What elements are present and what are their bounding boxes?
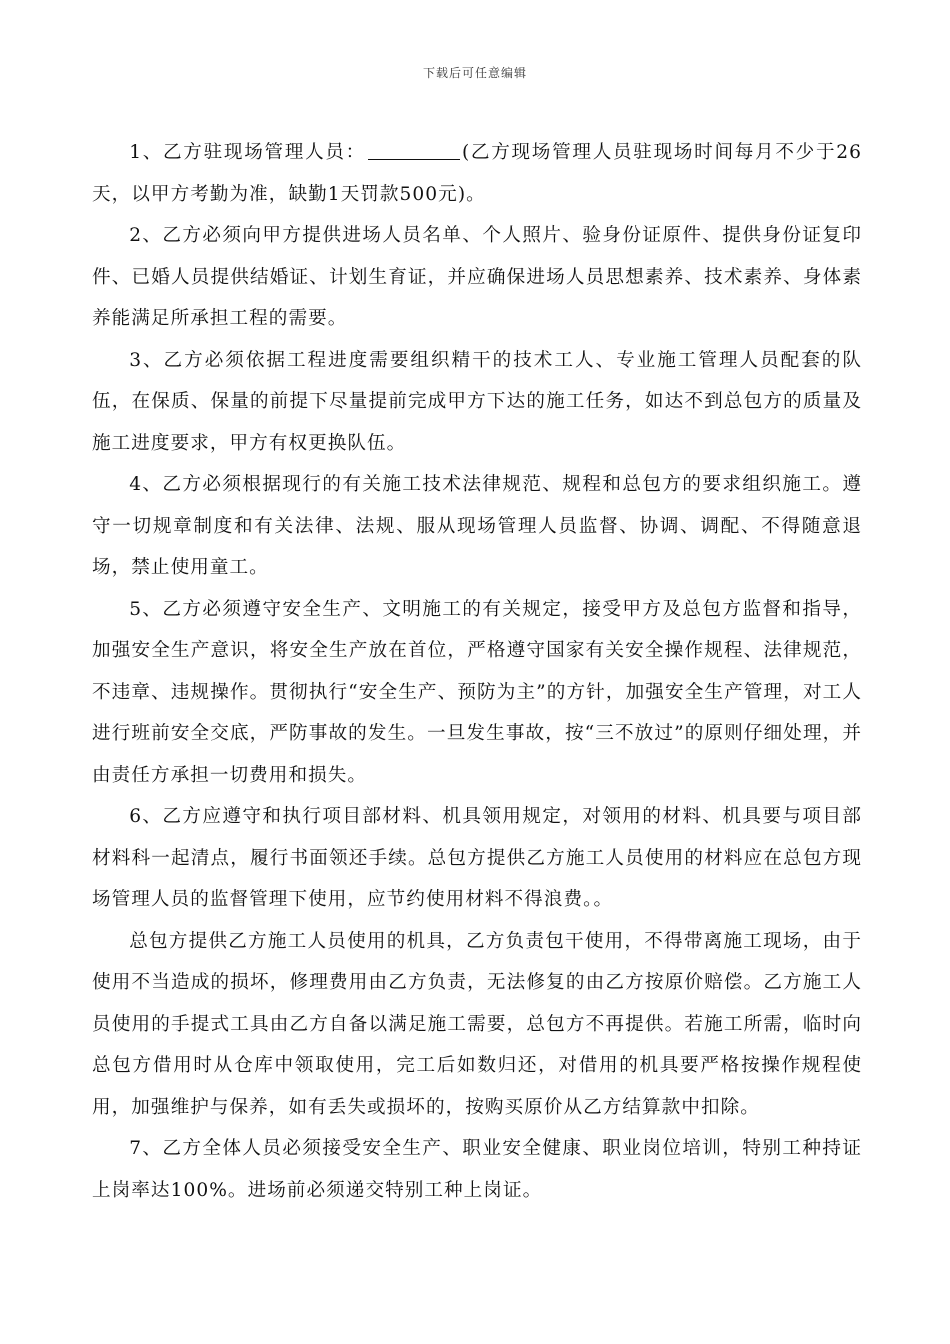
clause-1-text-end: (乙方现场管理人员驻现场时间每月不少于26天，以甲方考勤为准，缺勤1天罚款500元)。	[92, 142, 862, 205]
clause-6-continuation: 总包方提供乙方施工人员使用的机具，乙方负责包干使用，不得带离施工现场，由于使用不当造成的损坏，修理费用由乙方负责，无法修复的由乙方按原价赔偿。乙方施工人员使用的手提式工具由乙方自备以满足施工需要，总包方不再提供。若施工所需，临时向总包方借用时从仓库中领取使用，完工后如数归还，对借用的机具要严格按操作规程使用，加强维护与保养，如有丢失或损坏的，按购买原价从乙方结算款中扣除。	[92, 930, 862, 1118]
clause-3: 3、乙方必须依据工程进度需要组织精干的技术工人、专业施工管理人员配套的队伍，在保质、保量的前提下尽量提前完成甲方下达的施工任务，如达不到总包方的质量及施工进度要求，甲方有权更换队伍。	[92, 349, 862, 454]
clause-1-text-start: 1、乙方驻现场管理人员：	[129, 142, 366, 163]
clause-7: 7、乙方全体人员必须接受安全生产、职业安全健康、职业岗位培训，特别工种持证上岗率达100%。进场前必须递交特别工种上岗证。	[92, 1138, 862, 1201]
clause-5: 5、乙方必须遵守安全生产、文明施工的有关规定，接受甲方及总包方监督和指导，加强安全生产意识，将安全生产放在首位，严格遵守国家有关安全操作规程、法律规范，不违章、违规操作。贯彻执行“安全生产、预防为主”的方针，加强安全生产管理，对工人进行班前安全交底，严防事故的发生。一旦发生事故，按“三不放过”的原则仔细处理，并由责任方承担一切费用和损失。	[92, 598, 862, 786]
fill-in-blank-line	[368, 139, 460, 160]
clause-2: 2、乙方必须向甲方提供进场人员名单、个人照片、验身份证原件、提供身份证复印件、已婚人员提供结婚证、计划生育证，并应确保进场人员思想素养、技术素养、身体素养能满足所承担工程的需要。	[92, 225, 862, 329]
clause-4: 4、乙方必须根据现行的有关施工技术法律规范、规程和总包方的要求组织施工。遵守一切规章制度和有关法律、法规、服从现场管理人员监督、协调、调配、不得随意退场，禁止使用童工。	[92, 474, 862, 578]
page-header: 下载后可任意编辑	[422, 66, 527, 80]
clause-1	[92, 132, 862, 215]
document-body	[92, 132, 862, 1211]
clause-6: 6、乙方应遵守和执行项目部材料、机具领用规定，对领用的材料、机具要与项目部材料科一起清点，履行书面领还手续。总包方提供乙方施工人员使用的材料应在总包方现场管理人员的监督管理下使用，应节约使用材料不得浪费。。	[92, 806, 862, 910]
